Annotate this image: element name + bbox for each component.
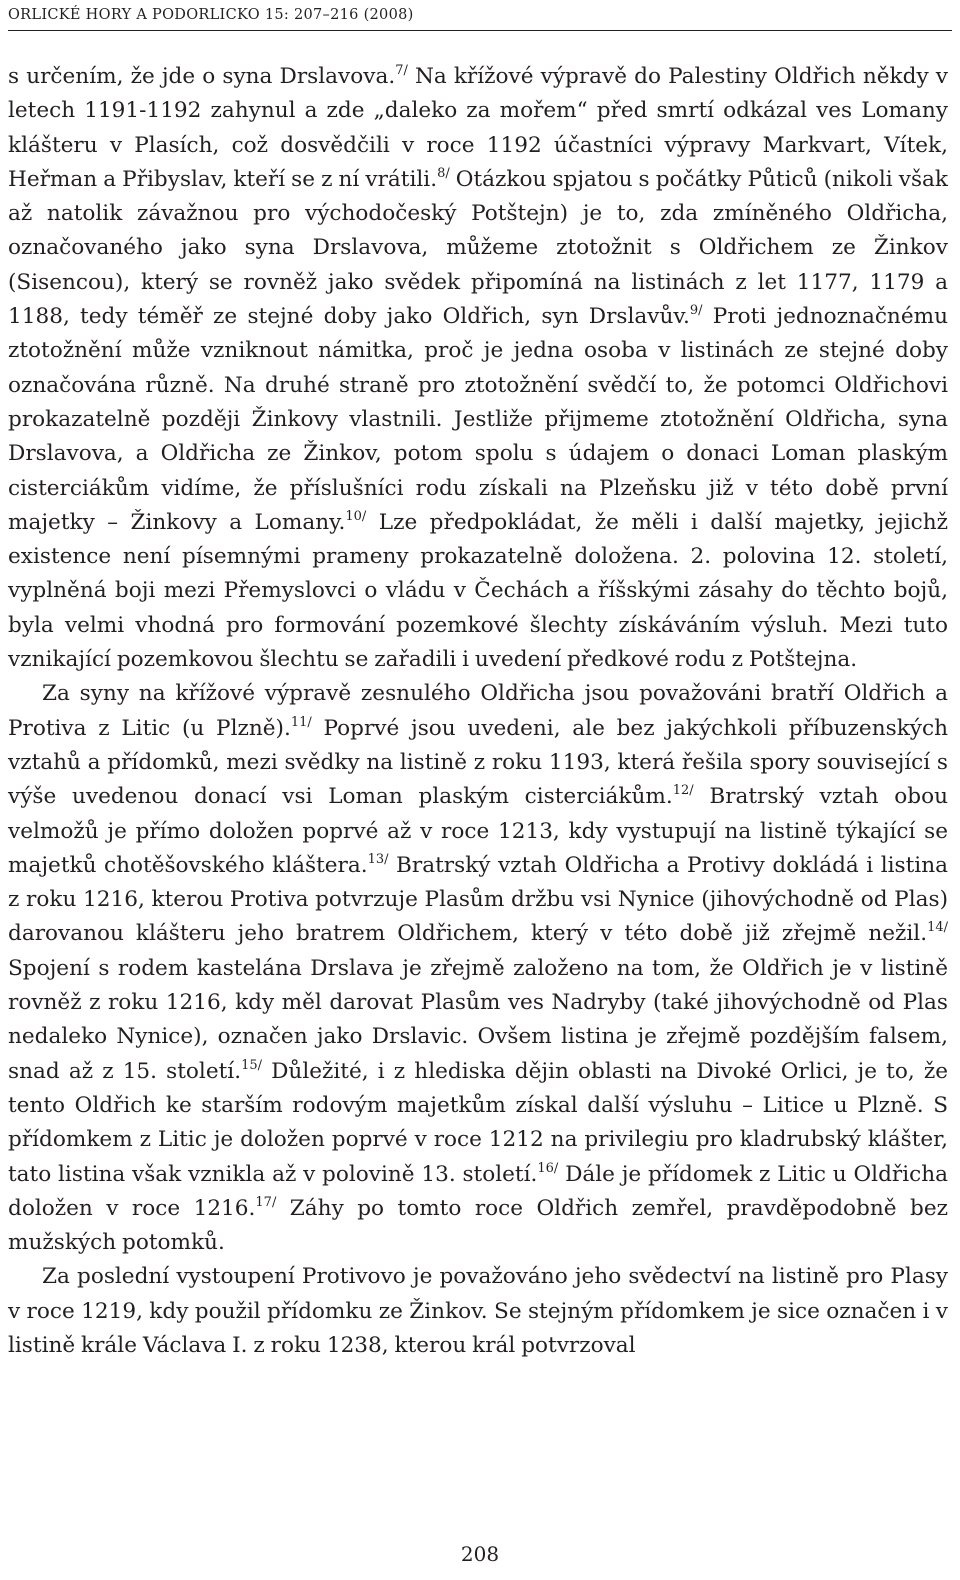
footnote-ref: 8/ — [437, 165, 450, 181]
footnote-ref: 7/ — [395, 63, 408, 78]
text-run: Otázkou spjatou s počátky Půticů (nikoli však až natolik závažnou pro východočeský Potštejn) je to, zda zmíněného Oldřicha, označovaného jako syna Drslavova, můžeme ztotožnit s Oldřichem ze Žinkov (Sisencou), který se rovněž jako svědek připomíná na listinách z let 1177, 1179 a 1188, tedy téměř ze stejné doby jako Oldřich, syn Drslavův. — [8, 166, 949, 330]
article-body — [8, 60, 948, 1363]
footnote-ref: 15/ — [241, 1057, 262, 1073]
footnote-ref: 9/ — [689, 303, 703, 319]
paragraph — [8, 60, 948, 677]
text-run: Důležité, i z hlediska dějin oblasti na Divoké Orlici, je to, že tento Oldřich ke starším rodovým majetkům získal další výsluhu – Litice u Plzně. S přídomkem z Litic je doložen poprvé v roce 1212 na privilegiu pro kladrubský klášter, tato listina však vznikla až v polovině 13. století. — [8, 1058, 948, 1187]
text-run: Poprvé jsou uvedeni, ale bez jakýchkoli příbuzenských vztahů a přídomků, mezi svědky na listině z roku 1193, která řešila spory související s výše uvedenou donací vsi Loman plaským cisterciákům. — [8, 715, 948, 810]
text-run: Bratrský vztah obou velmožů je přímo doložen poprvé až v roce 1213, kdy vystupují na listině týkající se majetků chotěšovského kláštera. — [8, 784, 948, 878]
footnote-ref: 17/ — [255, 1194, 277, 1210]
text-run: Proti jednoznačnému ztotožnění může vzniknout námitka, proč je jedna osoba v listinách ze stejné doby označována různě. Na druhé straně pro ztotožnění svědčí to, že potomci Oldřichovi prokazatelně později Žinkovy vlastnili. Jestliže přijmeme ztotožnění Oldřicha, syna Drslavova, a Oldřicha ze Žinkov, potom spolu s údajem o donaci Loman plaským cisterciákům vidíme, že příslušníci rodu získali na Plzeňsku již v této době první majetky – Žinkovy a Lomany. — [8, 304, 948, 535]
footnote-ref: 16/ — [537, 1160, 559, 1176]
text-run: Za syny na křížové výpravě zesnulého Oldřicha jsou považováni bratří Oldřich a Protiva z Litic (u Plzně). — [8, 681, 948, 741]
page-number: 208 — [460, 1542, 500, 1566]
footnote-ref: 12/ — [672, 783, 694, 799]
text-run: Na křížové výpravě do Palestiny Oldřich někdy v letech 1191-1192 zahynul a zde „daleko za mořem“ před smrtí odkázal ves Lomany klášteru v Plasích, což dosvědčili v roce 1192 účastníci výpravy Markvart, Vítek, Heřman a Přibyslav, kteří se z ní vrátili. — [8, 64, 948, 192]
journal-citation: ORLICKÉ HORY A PODORLICKO 15: 207–216 (2008) — [8, 7, 414, 23]
text-run: Lze předpokládat, že měli i další majetky, jejichž existence není písemnými prameny prokazatelně doložena. 2. polovina 12. století, vyplněná boji mezi Přemyslovci o vládu v Čechách a říšskými zásahy do těchto bojů, byla velmi vhodná pro formování pozemkové šlechty získáváním výsluh. Mezi tuto vznikající pozemkovou šlechtu se zařadili i uvedení předkové rodu z Potštejna. — [8, 509, 948, 673]
text-run: Za poslední vystoupení Protivovo je považováno jeho svědectví na listině pro Plasy v roce 1219, kdy použil přídomku ze Žinkov. Se stejným přídomkem je sice označen i v listině krále Václava I. z roku 1238, kterou král potvrzoval — [8, 1264, 948, 1358]
footnote-ref: 14/ — [927, 920, 948, 936]
text-run: Bratrský vztah Oldřicha a Protivy dokládá i listina z roku 1216, kterou Protiva potvrzuje Plasům držbu vsi Nynice (jihovýchodně od Plas) darovanou klášteru jeho bratrem Oldřichem, který v této době již zřejmě nežil. — [8, 852, 948, 947]
paragraph — [8, 1260, 948, 1363]
footnote-ref: 11/ — [290, 714, 312, 730]
text-run: s určením, že jde o syna Drslavova. — [8, 64, 396, 89]
text-run: Dále je přídomek z Litic u Oldřicha doložen v roce 1216. — [8, 1161, 949, 1221]
text-run: Spojení s rodem kastelána Drslava je zřejmě založeno na tom, že Oldřich je v listině rovněž z roku 1216, kdy měl darovat Plasům ves Nadryby (také jihovýchodně od Plas nedaleko Nynice), označen jako Drslavic. Ovšem listina je zřejmě pozdějším falsem, snad až z 15. století. — [8, 955, 948, 1084]
text-run: Záhy po tomto roce Oldřich zemřel, pravděpodobně bez mužských potomků. — [8, 1195, 948, 1256]
paragraph — [8, 677, 948, 1260]
footnote-ref: 10/ — [345, 508, 367, 524]
running-header — [8, 4, 952, 31]
footnote-ref: 13/ — [367, 851, 389, 867]
